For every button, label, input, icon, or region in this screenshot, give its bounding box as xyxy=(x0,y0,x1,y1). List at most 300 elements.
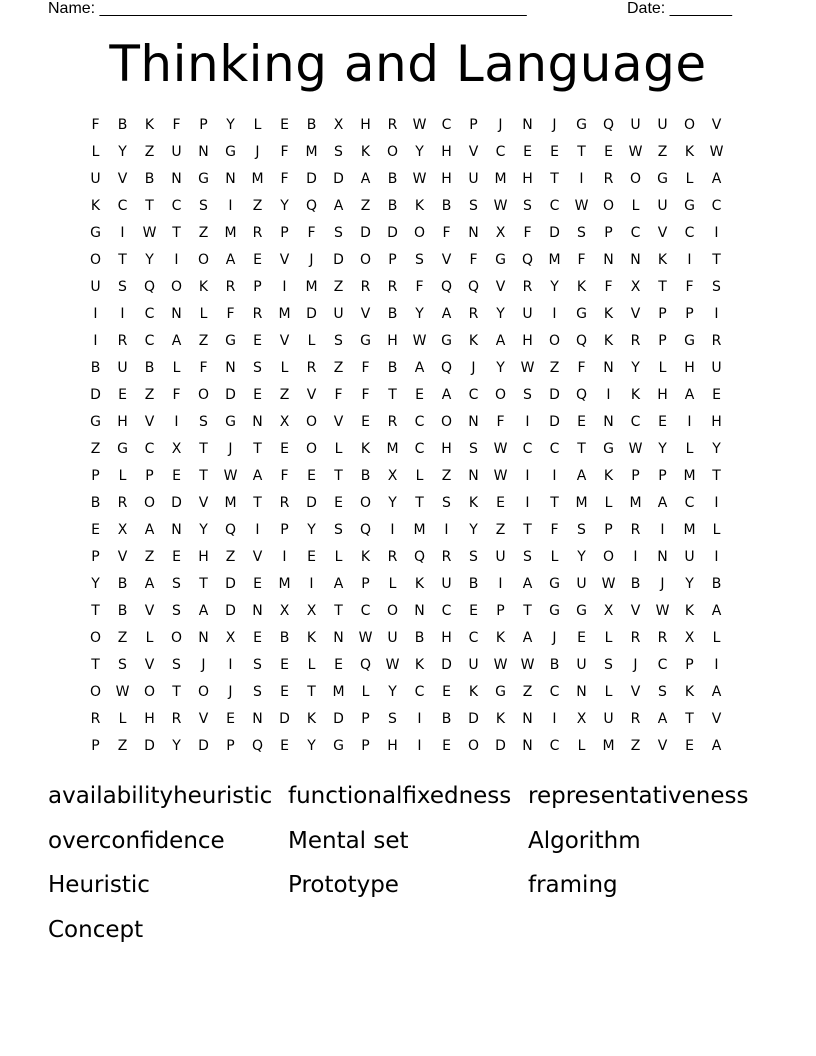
grid-letter: Z xyxy=(144,549,155,565)
grid-letter: M xyxy=(278,576,291,592)
grid-letter: S xyxy=(199,198,208,214)
grid-letter: B xyxy=(711,576,722,592)
grid-letter: V xyxy=(468,144,479,160)
grid-letter: P xyxy=(496,603,505,619)
grid-letter: I xyxy=(714,306,719,322)
grid-row xyxy=(82,733,730,760)
grid-letter: N xyxy=(468,225,479,241)
grid-letter: S xyxy=(253,657,262,673)
word-bank-item: Algorithm xyxy=(528,827,641,854)
grid-letter: O xyxy=(359,252,372,268)
grid-letter: V xyxy=(441,252,452,268)
grid-letter: E xyxy=(172,549,181,565)
grid-letter: T xyxy=(712,252,721,268)
word-bank-item: Heuristic xyxy=(48,872,150,898)
grid-letter: F xyxy=(415,279,424,295)
grid-letter: L xyxy=(685,171,694,187)
grid-letter: L xyxy=(604,630,613,646)
grid-row xyxy=(82,220,730,247)
grid-letter: L xyxy=(712,522,721,538)
grid-letter: F xyxy=(226,306,235,322)
grid-letter: R xyxy=(117,495,128,511)
grid-letter: S xyxy=(577,522,586,538)
grid-letter: F xyxy=(91,117,100,133)
grid-letter: N xyxy=(603,252,614,268)
grid-letter: D xyxy=(198,738,209,754)
grid-letter: I xyxy=(687,414,692,430)
grid-letter: M xyxy=(548,252,561,268)
grid-letter: H xyxy=(198,549,209,565)
grid-letter: X xyxy=(495,225,506,241)
grid-letter: S xyxy=(523,198,532,214)
grid-letter: S xyxy=(334,522,343,538)
grid-letter: B xyxy=(441,198,452,214)
word-bank-item: availabilityheuristic xyxy=(48,783,273,809)
grid-letter: Y xyxy=(307,522,316,538)
grid-letter: T xyxy=(550,171,559,187)
grid-letter: X xyxy=(684,630,695,646)
grid-letter: R xyxy=(522,279,533,295)
grid-letter: N xyxy=(603,414,614,430)
grid-letter: A xyxy=(144,576,155,592)
grid-letter: K xyxy=(576,279,587,295)
grid-letter: N xyxy=(468,414,479,430)
grid-letter: Q xyxy=(143,279,156,295)
grid-letter: S xyxy=(577,225,586,241)
grid-letter: N xyxy=(171,171,182,187)
grid-letter: C xyxy=(549,441,560,457)
grid-letter: M xyxy=(305,279,318,295)
date-field: Date: _______ xyxy=(627,0,732,17)
grid-letter: T xyxy=(712,468,721,484)
grid-letter: Z xyxy=(333,279,344,295)
grid-letter: K xyxy=(360,441,371,457)
grid-letter: C xyxy=(549,738,560,754)
grid-letter: V xyxy=(252,549,263,565)
grid-letter: G xyxy=(549,603,560,619)
grid-letter: S xyxy=(712,279,721,295)
grid-letter: Y xyxy=(658,441,667,457)
grid-letter: O xyxy=(602,549,615,565)
grid-letter: I xyxy=(444,522,449,538)
grid-letter: Z xyxy=(117,738,128,754)
grid-letter: W xyxy=(358,630,373,646)
grid-letter: J xyxy=(201,657,206,673)
grid-letter: E xyxy=(334,657,343,673)
grid-letter: D xyxy=(225,603,236,619)
grid-letter: B xyxy=(468,576,479,592)
grid-row xyxy=(82,679,730,706)
grid-letter: O xyxy=(413,225,426,241)
grid-letter: V xyxy=(360,306,371,322)
grid-letter: G xyxy=(576,306,587,322)
grid-letter: K xyxy=(495,711,506,727)
grid-letter: A xyxy=(576,468,587,484)
grid-letter: K xyxy=(306,630,317,646)
grid-letter: F xyxy=(550,522,559,538)
grid-letter: D xyxy=(360,225,371,241)
grid-letter: K xyxy=(414,657,425,673)
grid-letter: V xyxy=(306,387,317,403)
grid-letter: G xyxy=(225,414,236,430)
grid-letter: Q xyxy=(224,522,237,538)
grid-letter: U xyxy=(657,117,668,133)
grid-letter: E xyxy=(280,684,289,700)
grid-letter: C xyxy=(657,657,668,673)
grid-letter: L xyxy=(604,495,613,511)
grid-letter: B xyxy=(414,630,425,646)
grid-letter: Y xyxy=(118,144,127,160)
grid-letter: Z xyxy=(144,144,155,160)
grid-letter: N xyxy=(576,684,587,700)
grid-letter: A xyxy=(495,333,506,349)
grid-letter: A xyxy=(711,171,722,187)
grid-letter: K xyxy=(603,468,614,484)
grid-letter: C xyxy=(117,198,128,214)
grid-letter: W xyxy=(628,441,643,457)
grid-letter: A xyxy=(657,495,668,511)
grid-letter: W xyxy=(493,468,508,484)
grid-letter: E xyxy=(172,468,181,484)
grid-letter: K xyxy=(603,306,614,322)
grid-letter: W xyxy=(655,603,670,619)
grid-letter: M xyxy=(575,495,588,511)
grid-letter: S xyxy=(172,603,181,619)
grid-letter: R xyxy=(360,279,371,295)
grid-letter: A xyxy=(252,468,263,484)
grid-letter: S xyxy=(388,711,397,727)
grid-letter: S xyxy=(523,549,532,565)
grid-letter: Y xyxy=(91,576,100,592)
grid-letter: T xyxy=(523,603,532,619)
grid-letter: J xyxy=(633,657,638,673)
grid-letter: N xyxy=(468,468,479,484)
grid-letter: T xyxy=(388,387,397,403)
grid-letter: D xyxy=(333,171,344,187)
grid-letter: Y xyxy=(469,522,478,538)
grid-letter: S xyxy=(172,657,181,673)
grid-letter: Y xyxy=(415,144,424,160)
grid-letter: A xyxy=(360,171,371,187)
grid-letter: E xyxy=(253,576,262,592)
grid-row xyxy=(82,463,730,490)
grid-letter: W xyxy=(385,657,400,673)
grid-letter: T xyxy=(253,495,262,511)
grid-letter: K xyxy=(684,603,695,619)
grid-row xyxy=(82,598,730,625)
grid-letter: I xyxy=(93,306,98,322)
grid-letter: O xyxy=(629,171,642,187)
grid-letter: R xyxy=(117,333,128,349)
grid-letter: G xyxy=(225,144,236,160)
grid-letter: E xyxy=(604,144,613,160)
grid-letter: Q xyxy=(413,549,426,565)
grid-letter: M xyxy=(251,171,264,187)
grid-letter: R xyxy=(387,414,398,430)
grid-letter: X xyxy=(225,630,236,646)
grid-letter: C xyxy=(144,441,155,457)
grid-letter: Z xyxy=(333,360,344,376)
grid-letter: T xyxy=(334,468,343,484)
grid-letter: C xyxy=(144,306,155,322)
grid-letter: R xyxy=(279,495,290,511)
grid-letter: I xyxy=(228,198,233,214)
grid-letter: G xyxy=(198,171,209,187)
grid-letter: A xyxy=(711,684,722,700)
grid-letter: C xyxy=(468,630,479,646)
grid-letter: L xyxy=(91,144,100,160)
grid-letter: F xyxy=(496,414,505,430)
grid-letter: A xyxy=(657,711,668,727)
grid-letter: P xyxy=(361,711,370,727)
grid-letter: R xyxy=(711,333,722,349)
grid-letter: W xyxy=(412,171,427,187)
grid-letter: L xyxy=(253,117,262,133)
grid-letter: W xyxy=(493,657,508,673)
grid-letter: M xyxy=(305,144,318,160)
grid-letter: O xyxy=(143,495,156,511)
grid-letter: H xyxy=(441,171,452,187)
grid-letter: L xyxy=(550,549,559,565)
grid-letter: Y xyxy=(388,495,397,511)
grid-letter: Q xyxy=(575,333,588,349)
grid-letter: H xyxy=(441,630,452,646)
grid-letter: N xyxy=(225,171,236,187)
grid-letter: R xyxy=(441,549,452,565)
grid-letter: T xyxy=(172,684,181,700)
grid-letter: L xyxy=(280,360,289,376)
grid-letter: X xyxy=(117,522,128,538)
grid-letter: N xyxy=(171,522,182,538)
grid-letter: R xyxy=(387,279,398,295)
grid-letter: G xyxy=(495,252,506,268)
grid-letter: O xyxy=(170,630,183,646)
grid-letter: D xyxy=(387,225,398,241)
grid-letter: O xyxy=(386,603,399,619)
grid-letter: P xyxy=(361,576,370,592)
grid-letter: Y xyxy=(172,738,181,754)
grid-letter: R xyxy=(306,360,317,376)
grid-letter: N xyxy=(333,630,344,646)
grid-letter: K xyxy=(360,549,371,565)
grid-letter: D xyxy=(333,252,344,268)
grid-letter: X xyxy=(576,711,587,727)
grid-letter: F xyxy=(172,387,181,403)
grid-letter: Z xyxy=(90,441,101,457)
grid-letter: K xyxy=(144,117,155,133)
grid-letter: D xyxy=(333,711,344,727)
grid-letter: T xyxy=(199,468,208,484)
grid-row xyxy=(82,166,730,193)
grid-letter: R xyxy=(630,711,641,727)
grid-letter: D xyxy=(306,171,317,187)
grid-letter: S xyxy=(334,225,343,241)
grid-letter: A xyxy=(144,522,155,538)
grid-row xyxy=(82,436,730,463)
grid-letter: I xyxy=(552,711,557,727)
grid-letter: G xyxy=(684,198,695,214)
grid-letter: I xyxy=(417,738,422,754)
grid-letter: N xyxy=(198,144,209,160)
grid-letter: T xyxy=(577,441,586,457)
grid-letter: J xyxy=(552,630,557,646)
grid-letter: U xyxy=(603,711,614,727)
grid-letter: P xyxy=(658,306,667,322)
grid-letter: O xyxy=(197,252,210,268)
grid-letter: G xyxy=(603,441,614,457)
grid-letter: B xyxy=(441,711,452,727)
grid-letter: H xyxy=(387,738,398,754)
grid-letter: P xyxy=(388,252,397,268)
grid-row xyxy=(82,517,730,544)
grid-letter: R xyxy=(387,117,398,133)
grid-letter: G xyxy=(441,333,452,349)
grid-letter: B xyxy=(117,603,128,619)
grid-letter: N xyxy=(630,252,641,268)
grid-letter: K xyxy=(198,279,209,295)
grid-letter: U xyxy=(90,279,101,295)
word-search-grid xyxy=(82,112,730,760)
grid-letter: T xyxy=(145,198,154,214)
grid-letter: I xyxy=(525,468,530,484)
grid-letter: I xyxy=(228,657,233,673)
grid-letter: V xyxy=(117,171,128,187)
grid-letter: I xyxy=(390,522,395,538)
grid-letter: F xyxy=(280,144,289,160)
grid-letter: S xyxy=(658,684,667,700)
grid-letter: G xyxy=(90,225,101,241)
grid-letter: N xyxy=(198,630,209,646)
grid-letter: J xyxy=(255,144,260,160)
grid-letter: C xyxy=(495,144,506,160)
grid-letter: I xyxy=(174,252,179,268)
grid-letter: U xyxy=(117,360,128,376)
grid-letter: R xyxy=(657,630,668,646)
grid-letter: A xyxy=(711,603,722,619)
grid-letter: H xyxy=(657,387,668,403)
grid-letter: R xyxy=(468,306,479,322)
grid-letter: L xyxy=(334,549,343,565)
grid-letter: N xyxy=(414,603,425,619)
grid-letter: R xyxy=(630,630,641,646)
grid-row xyxy=(82,544,730,571)
grid-letter: M xyxy=(602,738,615,754)
grid-letter: I xyxy=(714,495,719,511)
grid-letter: R xyxy=(90,711,101,727)
grid-letter: L xyxy=(118,468,127,484)
grid-letter: Z xyxy=(630,738,641,754)
grid-letter: T xyxy=(199,441,208,457)
grid-letter: C xyxy=(144,333,155,349)
grid-letter: I xyxy=(552,468,557,484)
grid-letter: R xyxy=(252,306,263,322)
grid-letter: D xyxy=(225,576,236,592)
grid-letter: J xyxy=(309,252,314,268)
grid-letter: W xyxy=(223,468,238,484)
grid-letter: Y xyxy=(280,198,289,214)
grid-letter: C xyxy=(684,495,695,511)
grid-letter: V xyxy=(198,495,209,511)
grid-letter: Y xyxy=(388,684,397,700)
grid-letter: D xyxy=(90,387,101,403)
grid-letter: I xyxy=(606,387,611,403)
grid-letter: U xyxy=(657,198,668,214)
grid-letter: I xyxy=(282,549,287,565)
grid-letter: B xyxy=(90,495,101,511)
grid-row xyxy=(82,625,730,652)
grid-letter: N xyxy=(225,360,236,376)
grid-letter: K xyxy=(414,576,425,592)
grid-letter: Y xyxy=(550,279,559,295)
grid-letter: G xyxy=(333,738,344,754)
grid-letter: S xyxy=(118,279,127,295)
grid-letter: M xyxy=(278,306,291,322)
grid-letter: U xyxy=(468,171,479,187)
grid-letter: G xyxy=(549,576,560,592)
grid-letter: B xyxy=(306,117,317,133)
grid-letter: O xyxy=(386,144,399,160)
word-bank-item: representativeness xyxy=(528,783,749,809)
grid-letter: H xyxy=(144,711,155,727)
grid-letter: D xyxy=(549,387,560,403)
grid-letter: R xyxy=(171,711,182,727)
grid-letter: I xyxy=(552,306,557,322)
grid-letter: E xyxy=(280,441,289,457)
grid-letter: I xyxy=(120,306,125,322)
grid-letter: M xyxy=(629,495,642,511)
grid-letter: F xyxy=(280,468,289,484)
grid-letter: T xyxy=(523,522,532,538)
grid-letter: Y xyxy=(226,117,235,133)
grid-letter: Y xyxy=(685,576,694,592)
grid-letter: U xyxy=(576,657,587,673)
grid-letter: X xyxy=(333,117,344,133)
grid-letter: X xyxy=(387,468,398,484)
grid-letter: L xyxy=(199,306,208,322)
grid-letter: V xyxy=(279,333,290,349)
grid-letter: R xyxy=(387,549,398,565)
word-bank xyxy=(48,778,768,956)
grid-letter: F xyxy=(577,360,586,376)
grid-letter: U xyxy=(522,306,533,322)
grid-letter: I xyxy=(633,549,638,565)
grid-letter: I xyxy=(93,333,98,349)
grid-letter: B xyxy=(117,117,128,133)
grid-letter: F xyxy=(361,360,370,376)
grid-letter: V xyxy=(333,414,344,430)
grid-letter: O xyxy=(602,198,615,214)
grid-letter: R xyxy=(630,333,641,349)
grid-letter: A xyxy=(171,333,182,349)
grid-letter: Q xyxy=(251,738,264,754)
grid-letter: Y xyxy=(631,360,640,376)
grid-letter: Y xyxy=(145,252,154,268)
grid-letter: P xyxy=(91,549,100,565)
grid-letter: T xyxy=(91,603,100,619)
grid-letter: B xyxy=(279,630,290,646)
grid-letter: I xyxy=(525,495,530,511)
grid-letter: O xyxy=(143,684,156,700)
grid-letter: I xyxy=(417,711,422,727)
grid-letter: L xyxy=(145,630,154,646)
grid-letter: O xyxy=(494,387,507,403)
grid-letter: E xyxy=(577,414,586,430)
grid-row xyxy=(82,571,730,598)
grid-letter: H xyxy=(684,360,695,376)
grid-letter: E xyxy=(469,603,478,619)
grid-letter: R xyxy=(252,225,263,241)
grid-letter: I xyxy=(714,225,719,241)
